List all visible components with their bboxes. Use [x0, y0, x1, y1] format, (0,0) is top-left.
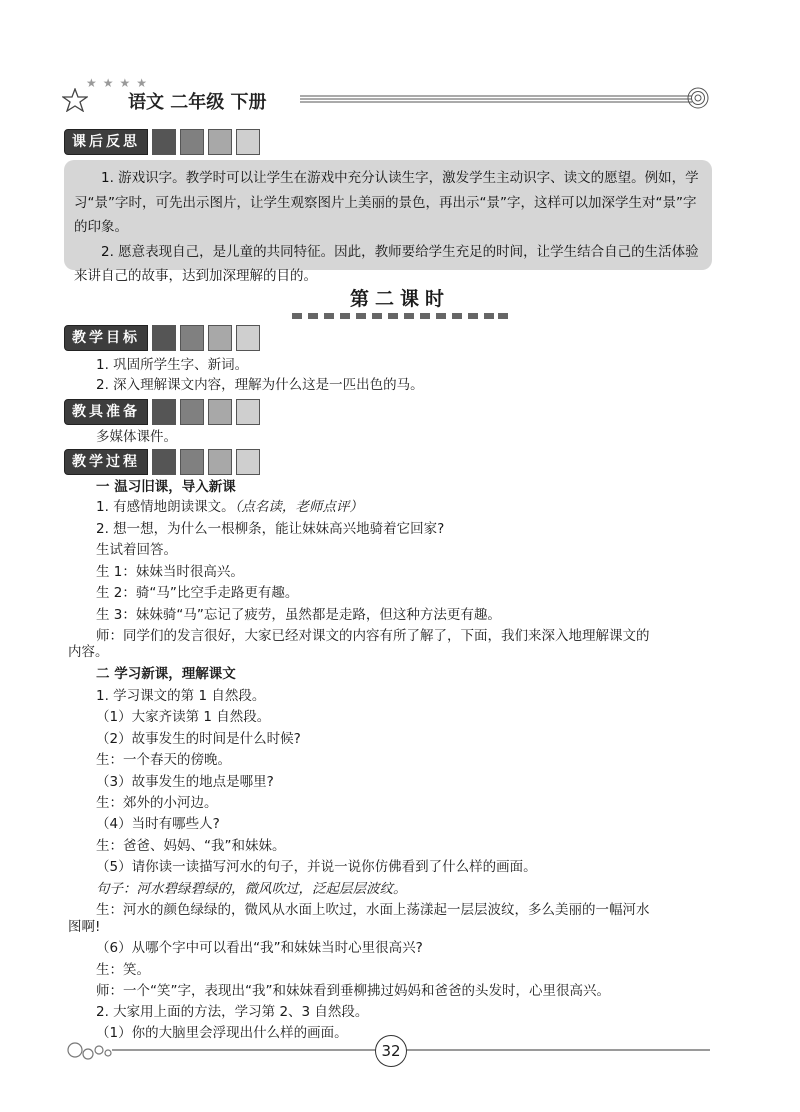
- goal-item: 1. 巩固所学生字、新词。: [96, 357, 249, 373]
- process-line: 生试着回答。: [96, 542, 177, 558]
- step-heading: 一 温习旧课，导入新课: [96, 479, 236, 495]
- reflection-box: [64, 160, 712, 284]
- section-header-process: [64, 448, 260, 476]
- process-line: 生：爸爸、妈妈、“我”和妹妹。: [96, 838, 286, 854]
- process-line: 2. 想一想，为什么一根柳条，能让妹妹高兴地骑着它回家?: [96, 521, 445, 537]
- title-dotted-underline: [292, 312, 508, 320]
- process-line: 图啊!: [68, 919, 101, 935]
- section-label: 教学过程: [64, 449, 148, 475]
- process-line: 生 2：骑“马”比空手走路更有趣。: [96, 585, 299, 601]
- process-line: （5）请你读一读描写河水的句子，并说一说你仿佛看到了什么样的画面。: [96, 859, 537, 875]
- process-line: 生：一个春天的傍晚。: [96, 752, 231, 768]
- process-line: 生：笑。: [96, 962, 150, 978]
- decorative-stars-icon: ★★★★: [86, 76, 154, 90]
- process-line: （3）故事发生的地点是哪里?: [96, 774, 274, 790]
- process-line: 师：同学们的发言很好，大家已经对课文的内容有所了解了，下面，我们来深入地理解课文的: [96, 628, 650, 644]
- footer-rule: [112, 1049, 710, 1051]
- step-heading: 二 学习新课，理解课文: [96, 666, 236, 682]
- page-number: 32: [375, 1035, 407, 1067]
- process-line: 生：河水的颜色绿绿的，微风从水面上吹过，水面上荡漾起一层层波纹，多么美丽的一幅河水: [96, 902, 650, 918]
- lesson-title: 第二课时: [349, 288, 450, 310]
- reflection-paragraph: 1. 游戏识字。教学时可以让学生在游戏中充分认读生字，激发学生主动识字、读文的愿望。例如，学习“景”字时，可先出示图片，让学生观察图片上美丽的景色，再出示“景”字，这样可以加深学生对“景”字的印象。: [74, 170, 699, 235]
- process-line: 2. 大家用上面的方法，学习第 2、3 自然段。: [96, 1004, 369, 1020]
- star-icon: [62, 88, 88, 112]
- process-line: 生 3：妹妹骑“马”忘记了疲劳，虽然都是走路，但这种方法更有趣。: [96, 607, 501, 623]
- reflection-paragraph: 2. 愿意表现自己，是儿童的共同特征。因此，教师要给学生充足的时间，让学生结合自己的生活体验来讲自己的故事，达到加深理解的目的。: [74, 243, 699, 284]
- process-line: 1. 有感情地朗读课文。（点名读，老师点评）: [96, 499, 363, 515]
- process-line: （2）故事发生的时间是什么时候?: [96, 731, 301, 747]
- process-line: 1. 学习课文的第 1 自然段。: [96, 688, 266, 704]
- process-line: 生：郊外的小河边。: [96, 795, 218, 811]
- spiral-icon: [686, 86, 710, 110]
- book-title: 语文 二年级 下册: [128, 92, 267, 113]
- process-line: 师：一个“笑”字，表现出“我”和妹妹看到垂柳拂过妈妈和爸爸的头发时，心里很高兴。: [96, 983, 610, 999]
- tools-text: 多媒体课件。: [96, 429, 177, 445]
- section-header-reflection: [64, 128, 260, 156]
- section-label: 教具准备: [64, 399, 148, 425]
- process-line: （1）大家齐读第 1 自然段。: [96, 709, 271, 725]
- process-line: （1）你的大脑里会浮现出什么样的画面。: [96, 1025, 348, 1041]
- section-header-goals: [64, 324, 260, 352]
- goal-item: 2. 深入理解课文内容，理解为什么这是一匹出色的马。: [96, 377, 424, 393]
- section-label: 教学目标: [64, 325, 148, 351]
- process-line: （4）当时有哪些人?: [96, 816, 220, 832]
- header-rule: [300, 94, 692, 104]
- process-line: 内容。: [68, 644, 109, 660]
- process-line: （6）从哪个字中可以看出“我”和妹妹当时心里很高兴?: [96, 940, 423, 956]
- decorative-circles-icon: [66, 1040, 114, 1062]
- section-label: 课后反思: [64, 129, 148, 155]
- process-line: 生 1：妹妹当时很高兴。: [96, 564, 244, 580]
- section-header-tools: [64, 398, 260, 426]
- teacher-note: （点名读，老师点评）: [234, 499, 363, 515]
- quoted-sentence: 句子：河水碧绿碧绿的，微风吹过，泛起层层波纹。: [96, 881, 407, 897]
